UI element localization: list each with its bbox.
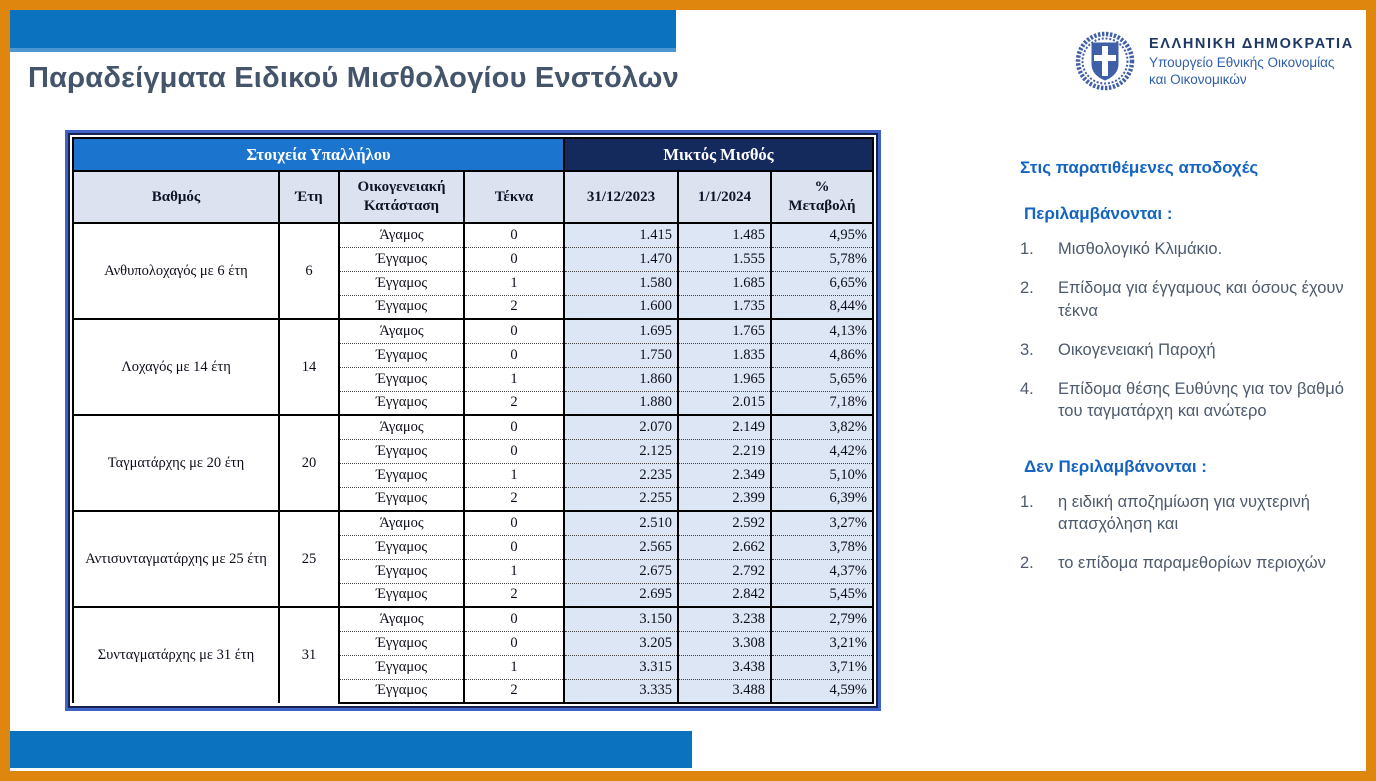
children-cell: 0 xyxy=(464,223,564,247)
salary-2023-cell: 1.580 xyxy=(564,271,678,295)
family-status-cell: Έγγαμος xyxy=(339,439,464,463)
salary-table-container xyxy=(65,130,881,711)
change-percent-cell: 5,45% xyxy=(771,583,873,607)
list-item-number: 4. xyxy=(1020,380,1034,399)
salary-2024-cell: 2.842 xyxy=(678,583,771,607)
list-item xyxy=(1020,378,1368,423)
salary-2024-cell: 1.685 xyxy=(678,271,771,295)
list-item-text: το επίδομα παραμεθορίων περιοχών xyxy=(1058,554,1326,573)
children-cell: 2 xyxy=(464,487,564,511)
change-percent-cell: 6,39% xyxy=(771,487,873,511)
rank-cell: Συνταγματάρχης με 31 έτη xyxy=(73,607,279,703)
salary-2023-cell: 1.860 xyxy=(564,367,678,391)
list-item-text: Επίδομα για έγγαμους και όσους έχουν τέκνα xyxy=(1058,279,1344,320)
family-status-cell: Έγγαμος xyxy=(339,655,464,679)
salary-2024-cell: 3.308 xyxy=(678,631,771,655)
children-cell: 0 xyxy=(464,415,564,439)
family-status-cell: Έγγαμος xyxy=(339,295,464,319)
children-cell: 2 xyxy=(464,679,564,703)
column-header-children: Τέκνα xyxy=(464,171,564,223)
family-status-cell: Άγαμος xyxy=(339,223,464,247)
salary-2023-cell: 1.470 xyxy=(564,247,678,271)
family-status-cell: Άγαμος xyxy=(339,607,464,631)
change-percent-cell: 4,95% xyxy=(771,223,873,247)
excluded-heading: Δεν Περιλαμβάνονται : xyxy=(1024,456,1207,476)
children-cell: 1 xyxy=(464,367,564,391)
children-cell: 1 xyxy=(464,463,564,487)
change-percent-cell: 3,21% xyxy=(771,631,873,655)
salary-2024-cell: 2.662 xyxy=(678,535,771,559)
years-cell: 20 xyxy=(279,415,339,511)
column-header-years: Έτη xyxy=(279,171,339,223)
list-item-number: 2. xyxy=(1020,554,1034,573)
table-row xyxy=(73,223,873,247)
salary-2023-cell: 2.255 xyxy=(564,487,678,511)
children-cell: 2 xyxy=(464,295,564,319)
salary-2024-cell: 2.399 xyxy=(678,487,771,511)
change-percent-cell: 3,78% xyxy=(771,535,873,559)
change-percent-cell: 6,65% xyxy=(771,271,873,295)
family-status-cell: Έγγαμος xyxy=(339,463,464,487)
salary-2024-cell: 1.555 xyxy=(678,247,771,271)
rank-cell: Ανθυπολοχαγός με 6 έτη xyxy=(73,223,279,319)
greek-coat-of-arms-icon xyxy=(1073,28,1137,97)
family-status-cell: Έγγαμος xyxy=(339,631,464,655)
change-percent-cell: 4,13% xyxy=(771,319,873,343)
change-percent-cell: 4,42% xyxy=(771,439,873,463)
children-cell: 1 xyxy=(464,271,564,295)
salary-2023-cell: 1.750 xyxy=(564,343,678,367)
column-header-2024: 1/1/2024 xyxy=(678,171,771,223)
family-status-cell: Άγαμος xyxy=(339,415,464,439)
list-item-number: 1. xyxy=(1020,492,1034,511)
notes-intro-heading: Στις παρατιθέμενες αποδοχές xyxy=(1020,158,1259,177)
list-item-text: Οικογενειακή Παροχή xyxy=(1058,340,1216,359)
top-accent-bar xyxy=(10,10,676,52)
list-item xyxy=(1020,277,1368,322)
children-cell: 0 xyxy=(464,511,564,535)
excluded-list xyxy=(1020,491,1368,575)
table-row xyxy=(73,415,873,439)
salary-2024-cell: 1.835 xyxy=(678,343,771,367)
included-list xyxy=(1020,238,1368,423)
salary-2024-cell: 2.219 xyxy=(678,439,771,463)
ministry-name: Υπουργείο Εθνικής Οικονομίας και Οικονομικών xyxy=(1149,54,1335,87)
salary-2024-cell: 1.765 xyxy=(678,319,771,343)
column-header-change: % Μεταβολή xyxy=(771,171,873,223)
salary-2023-cell: 2.125 xyxy=(564,439,678,463)
salary-2023-cell: 1.415 xyxy=(564,223,678,247)
list-item-number: 2. xyxy=(1020,279,1034,298)
page-title: Παραδείγματα Ειδικού Μισθολογίου Ενστόλων xyxy=(28,62,679,94)
years-cell: 31 xyxy=(279,607,339,703)
rank-cell: Ταγματάρχης με 20 έτη xyxy=(73,415,279,511)
family-status-cell: Έγγαμος xyxy=(339,583,464,607)
government-branding xyxy=(1073,24,1373,100)
gross-salary-header: Μικτός Μισθός xyxy=(564,138,873,171)
children-cell: 0 xyxy=(464,607,564,631)
list-item xyxy=(1020,552,1368,574)
family-status-cell: Έγγαμος xyxy=(339,271,464,295)
salary-table xyxy=(72,137,874,704)
salary-2024-cell: 3.238 xyxy=(678,607,771,631)
table-row xyxy=(73,511,873,535)
children-cell: 0 xyxy=(464,247,564,271)
children-cell: 2 xyxy=(464,583,564,607)
list-item xyxy=(1020,339,1368,361)
change-percent-cell: 3,27% xyxy=(771,511,873,535)
table-column-header-row xyxy=(73,171,873,223)
children-cell: 0 xyxy=(464,319,564,343)
salary-2024-cell: 2.149 xyxy=(678,415,771,439)
salary-2024-cell: 1.735 xyxy=(678,295,771,319)
family-status-cell: Έγγαμος xyxy=(339,343,464,367)
change-percent-cell: 3,82% xyxy=(771,415,873,439)
included-heading: Περιλαμβάνονται : xyxy=(1024,204,1173,223)
table-row xyxy=(73,607,873,631)
years-cell: 6 xyxy=(279,223,339,319)
salary-2023-cell: 3.150 xyxy=(564,607,678,631)
salary-2024-cell: 2.349 xyxy=(678,463,771,487)
change-percent-cell: 5,78% xyxy=(771,247,873,271)
change-percent-cell: 4,37% xyxy=(771,559,873,583)
salary-2024-cell: 2.592 xyxy=(678,511,771,535)
list-item-text: η ειδική αποζημίωση για νυχτερινή απασχόληση και xyxy=(1058,492,1310,533)
salary-2023-cell: 2.235 xyxy=(564,463,678,487)
years-cell: 25 xyxy=(279,511,339,607)
change-percent-cell: 4,59% xyxy=(771,679,873,703)
family-status-cell: Έγγαμος xyxy=(339,487,464,511)
family-status-cell: Έγγαμος xyxy=(339,679,464,703)
change-percent-cell: 2,79% xyxy=(771,607,873,631)
children-cell: 0 xyxy=(464,439,564,463)
government-name: ΕΛΛΗΝΙΚΗ ΔΗΜΟΚΡΑΤΙΑ xyxy=(1149,35,1354,52)
change-percent-cell: 5,65% xyxy=(771,367,873,391)
children-cell: 0 xyxy=(464,343,564,367)
family-status-cell: Άγαμος xyxy=(339,511,464,535)
rank-cell: Αντισυνταγματάρχης με 25 έτη xyxy=(73,511,279,607)
list-item-number: 3. xyxy=(1020,340,1034,359)
salary-2023-cell: 1.600 xyxy=(564,295,678,319)
table-section-header-row xyxy=(73,138,873,171)
bottom-accent-bar xyxy=(10,731,692,768)
change-percent-cell: 5,10% xyxy=(771,463,873,487)
years-cell: 14 xyxy=(279,319,339,415)
salary-2024-cell: 2.792 xyxy=(678,559,771,583)
list-item-number: 1. xyxy=(1020,240,1034,258)
government-text xyxy=(1149,36,1354,89)
family-status-cell: Έγγαμος xyxy=(339,391,464,415)
salary-2024-cell: 3.438 xyxy=(678,655,771,679)
salary-2023-cell: 1.695 xyxy=(564,319,678,343)
rank-cell: Λοχαγός με 14 έτη xyxy=(73,319,279,415)
salary-2023-cell: 2.070 xyxy=(564,415,678,439)
notes-panel xyxy=(1020,158,1368,608)
family-status-cell: Έγγαμος xyxy=(339,367,464,391)
family-status-cell: Άγαμος xyxy=(339,319,464,343)
table-body xyxy=(73,223,873,703)
list-item-text: Επίδομα θέσης Ευθύνης για τον βαθμό του ταγματάρχη και ανώτερο xyxy=(1058,380,1344,421)
salary-2024-cell: 2.015 xyxy=(678,391,771,415)
children-cell: 0 xyxy=(464,535,564,559)
list-item xyxy=(1020,238,1368,260)
change-percent-cell: 8,44% xyxy=(771,295,873,319)
salary-2023-cell: 3.335 xyxy=(564,679,678,703)
table-row xyxy=(73,319,873,343)
salary-2024-cell: 3.488 xyxy=(678,679,771,703)
list-item-text: Μισθολογικό Κλιμάκιο. xyxy=(1058,240,1223,258)
salary-2023-cell: 2.675 xyxy=(564,559,678,583)
children-cell: 1 xyxy=(464,655,564,679)
employee-details-header: Στοιχεία Υπαλλήλου xyxy=(73,138,564,171)
column-header-2023: 31/12/2023 xyxy=(564,171,678,223)
salary-2024-cell: 1.485 xyxy=(678,223,771,247)
salary-2023-cell: 3.205 xyxy=(564,631,678,655)
salary-2024-cell: 1.965 xyxy=(678,367,771,391)
change-percent-cell: 7,18% xyxy=(771,391,873,415)
column-header-family-status: Οικογενειακή Κατάσταση xyxy=(339,171,464,223)
column-header-rank: Βαθμός xyxy=(73,171,279,223)
change-percent-cell: 4,86% xyxy=(771,343,873,367)
family-status-cell: Έγγαμος xyxy=(339,559,464,583)
children-cell: 2 xyxy=(464,391,564,415)
family-status-cell: Έγγαμος xyxy=(339,535,464,559)
children-cell: 1 xyxy=(464,559,564,583)
children-cell: 0 xyxy=(464,631,564,655)
change-percent-cell: 3,71% xyxy=(771,655,873,679)
salary-2023-cell: 2.695 xyxy=(564,583,678,607)
salary-2023-cell: 2.565 xyxy=(564,535,678,559)
salary-2023-cell: 1.880 xyxy=(564,391,678,415)
salary-2023-cell: 3.315 xyxy=(564,655,678,679)
salary-2023-cell: 2.510 xyxy=(564,511,678,535)
list-item xyxy=(1020,491,1368,536)
family-status-cell: Έγγαμος xyxy=(339,247,464,271)
